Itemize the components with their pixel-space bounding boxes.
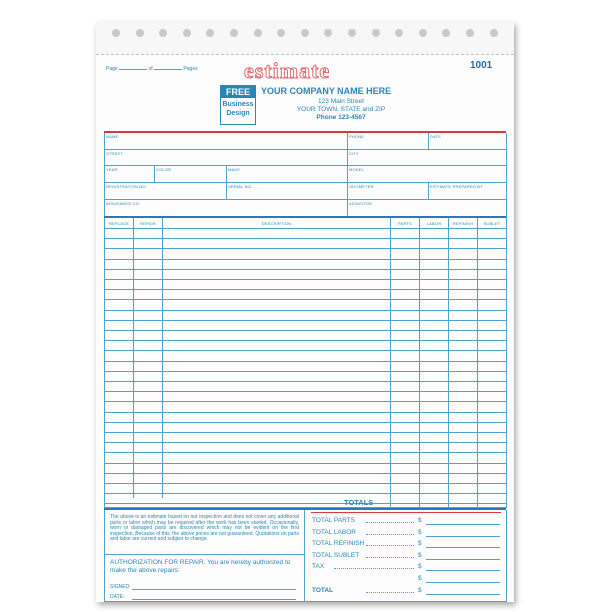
table-row[interactable] <box>104 401 506 402</box>
binder-hole <box>254 29 262 37</box>
field-make: MAKE <box>228 167 241 172</box>
binder-hole <box>490 29 498 37</box>
binder-hole <box>277 29 285 37</box>
field-name: NAME <box>106 134 119 139</box>
table-row[interactable] <box>104 463 506 464</box>
table-row[interactable] <box>104 330 506 331</box>
table-row[interactable] <box>104 452 506 453</box>
binder-hole <box>372 29 380 37</box>
binder-hole <box>324 29 332 37</box>
table-row[interactable] <box>104 310 506 311</box>
table-row[interactable] <box>104 259 506 260</box>
field-registration: REGISTRATION NO. <box>106 184 148 189</box>
signed-line[interactable] <box>132 589 296 590</box>
col-repair: REPAIR <box>140 221 156 226</box>
estimate-form-sheet <box>96 22 514 602</box>
total-line-label: TOTAL REFINISH <box>312 540 365 548</box>
table-row[interactable] <box>104 391 506 392</box>
company-name: YOUR COMPANY NAME HERE <box>261 86 392 96</box>
total-amount-field[interactable] <box>426 570 500 571</box>
total-amount-field[interactable] <box>426 524 500 525</box>
binder-hole <box>301 29 309 37</box>
table-row[interactable] <box>104 299 506 300</box>
currency-sign: $ <box>418 528 422 536</box>
total-leader-dots <box>366 592 414 593</box>
total-leader-dots <box>366 534 414 535</box>
total-amount-field[interactable] <box>426 547 500 548</box>
table-row[interactable] <box>104 340 506 341</box>
date-line[interactable] <box>132 599 296 600</box>
currency-sign: $ <box>418 551 422 559</box>
binder-hole <box>136 29 144 37</box>
total-leader-dots <box>366 522 414 523</box>
table-row[interactable] <box>104 473 506 474</box>
table-row[interactable] <box>104 248 506 249</box>
total-line-label: TOTAL PARTS <box>312 517 355 524</box>
badge-line-2: Design <box>226 110 250 117</box>
table-row[interactable] <box>104 371 506 372</box>
currency-sign: $ <box>418 563 422 571</box>
field-year: YEAR <box>106 167 118 172</box>
page-counter <box>106 66 198 72</box>
col-replace: REPLACE <box>108 221 130 226</box>
field-street: STREET <box>106 151 123 156</box>
binder-hole <box>159 29 167 37</box>
currency-sign: $ <box>418 517 422 524</box>
total-line-label: TAX <box>312 563 325 571</box>
pages-label: Pages <box>183 66 198 72</box>
col-parts: PARTS <box>398 221 412 226</box>
field-city: CITY <box>349 151 359 156</box>
table-row[interactable] <box>104 432 506 433</box>
table-row[interactable] <box>104 320 506 321</box>
total-amount-field[interactable] <box>426 536 500 537</box>
signed-label: SIGNED: <box>110 584 131 590</box>
line-items-table <box>104 218 507 508</box>
col-description: DESCRIPTION <box>261 221 292 226</box>
binder-hole <box>442 29 450 37</box>
total-leader-dots <box>334 568 414 569</box>
company-city: YOUR TOWN, STATE and ZIP <box>296 106 386 113</box>
field-color: COLOR <box>156 167 172 172</box>
total-line-label: TOTAL LABOR <box>312 528 356 536</box>
binder-hole <box>466 29 474 37</box>
table-row[interactable] <box>104 503 506 504</box>
binder-hole <box>206 29 214 37</box>
binder-hole <box>183 29 191 37</box>
totals-label: TOTALS <box>344 498 374 507</box>
total-line-label: TOTAL SUBLET <box>312 551 360 559</box>
binder-hole <box>230 29 238 37</box>
total-amount-field[interactable] <box>426 559 500 560</box>
table-row[interactable] <box>104 238 506 239</box>
table-row[interactable] <box>104 289 506 290</box>
authorization-text: AUTHORIZATION FOR REPAIR. You are hereby authorized to make the above repairs: <box>110 559 291 574</box>
field-insurance: INSURANCE CO. <box>106 201 141 206</box>
total-line-label: TOTAL <box>312 586 334 594</box>
table-row[interactable] <box>104 381 506 382</box>
free-design-badge <box>220 85 256 125</box>
binder-hole <box>348 29 356 37</box>
table-row[interactable] <box>104 442 506 443</box>
field-prepared-by: ESTIMATE PREPARED BY <box>430 184 483 189</box>
table-row[interactable] <box>104 350 506 351</box>
company-phone: Phone 123-4567 <box>316 114 366 121</box>
page-label: Page <box>106 66 118 72</box>
customer-info-box <box>104 133 507 218</box>
date-label: DATE: <box>110 594 125 600</box>
total-leader-dots <box>366 557 414 558</box>
currency-sign: $ <box>418 575 422 582</box>
company-address <box>261 98 421 122</box>
field-odometer: ODOMETER <box>349 184 374 189</box>
field-adjustor: ADJUSTOR <box>349 201 373 206</box>
totals-red-rule <box>311 512 501 513</box>
binder-hole <box>112 29 120 37</box>
disclaimer-text: The above is an estimate based on our inspection and does not cover any additional parts or labor which may be required after the work has been started. Occasionally, worn or damaged parts are discovered which may not be evident on the first inspection. Because of this, the above prices are not guaranteed. Quotations on parts and labor are current and subject to change. <box>110 514 300 543</box>
perforated-strip <box>96 22 514 55</box>
field-phone: PHONE <box>349 134 365 139</box>
of-label: of <box>148 66 153 72</box>
badge-line-1: Business <box>222 101 254 108</box>
table-row[interactable] <box>104 493 506 494</box>
currency-sign: $ <box>418 540 422 548</box>
binder-hole <box>395 29 403 37</box>
field-model: MODEL <box>349 167 365 172</box>
table-row[interactable] <box>104 422 506 423</box>
binder-hole <box>419 29 427 37</box>
table-row[interactable] <box>104 412 506 413</box>
company-street: 123 Main Street <box>318 98 364 105</box>
col-refinish: REFINISH <box>452 221 474 226</box>
col-labor: LABOR <box>426 221 442 226</box>
total-leader-dots <box>366 545 414 546</box>
total-amount-field[interactable] <box>426 594 500 595</box>
badge-free: FREE <box>221 86 255 98</box>
field-date: DATE <box>430 134 442 139</box>
table-row[interactable] <box>104 483 506 484</box>
table-row[interactable] <box>104 269 506 270</box>
table-row[interactable] <box>104 361 506 362</box>
currency-sign: $ <box>418 586 422 594</box>
col-sublet: SUBLET <box>483 221 501 226</box>
form-number: 1001 <box>470 60 493 71</box>
total-amount-field[interactable] <box>426 582 500 583</box>
field-serial: SERIAL NO. <box>228 184 253 189</box>
table-row[interactable] <box>104 279 506 280</box>
form-title: estimate <box>244 58 331 83</box>
